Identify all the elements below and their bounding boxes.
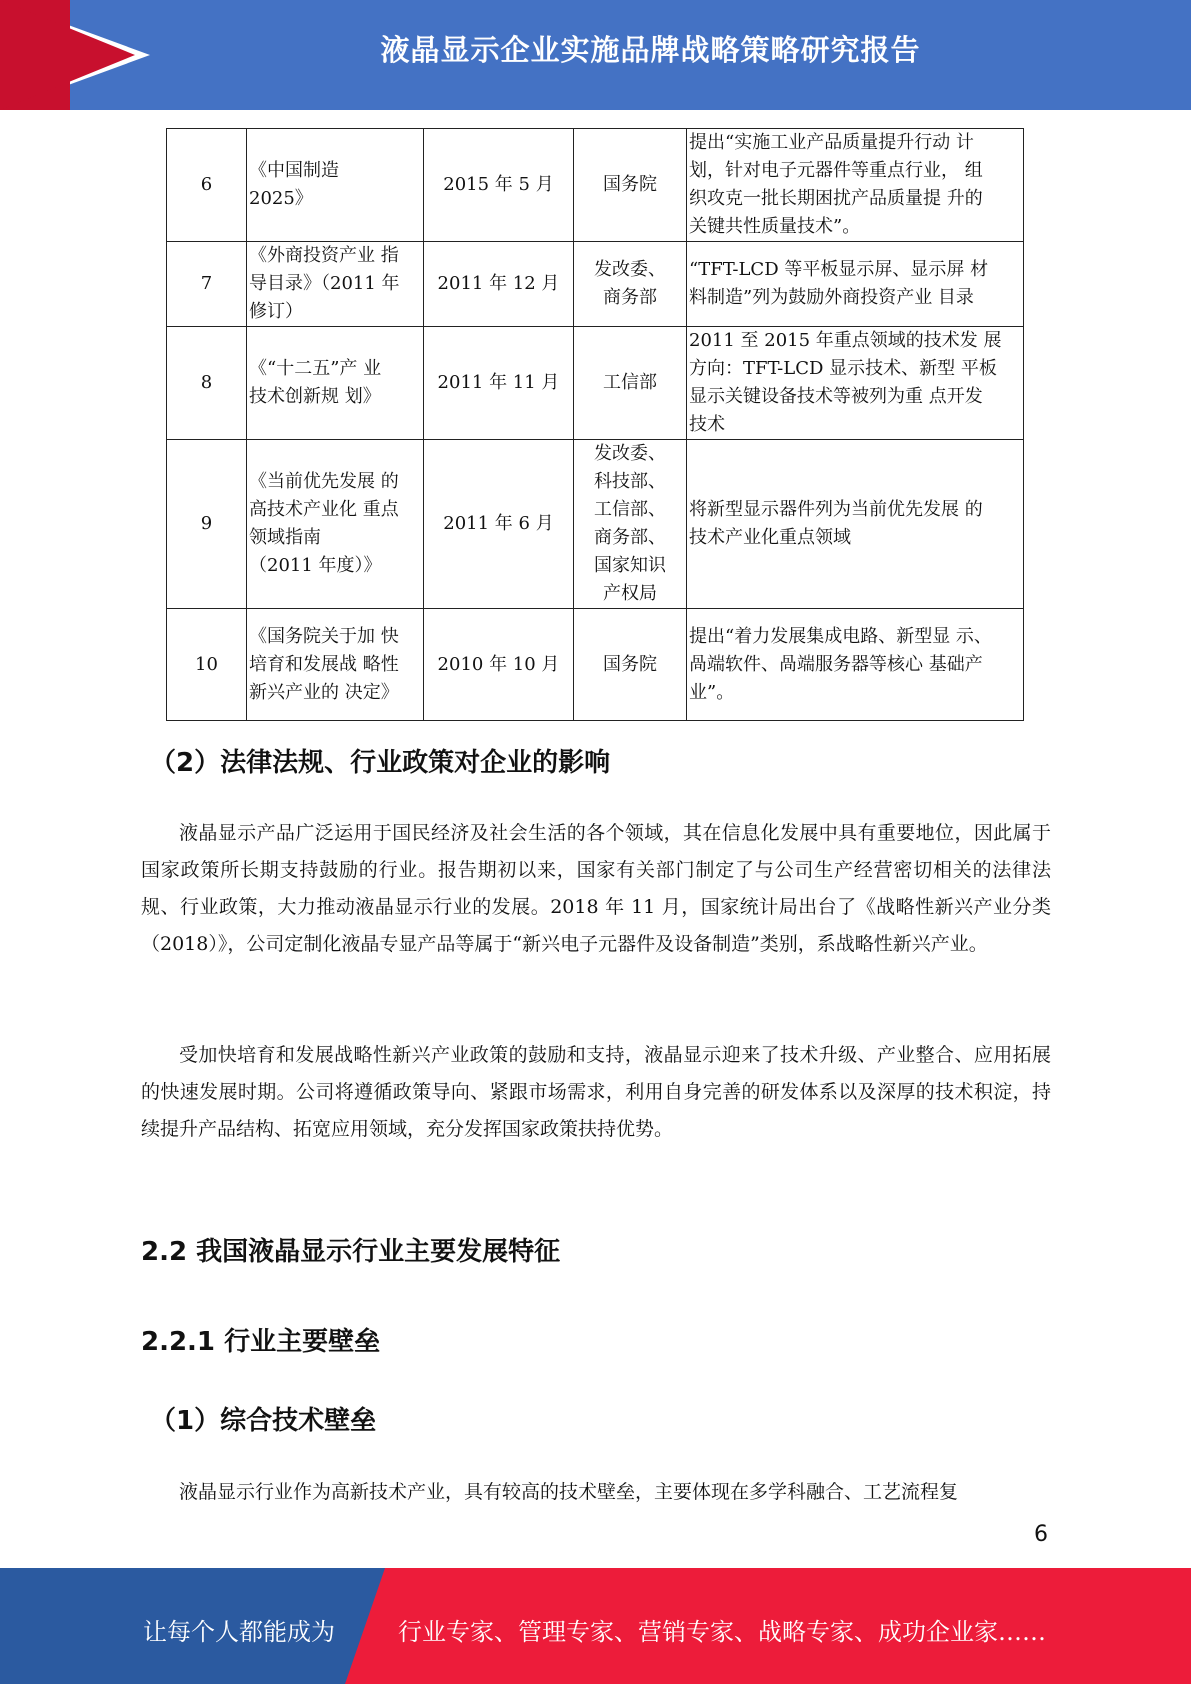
cell-description bbox=[687, 440, 1024, 609]
cell-date: 2011 年 11 月 bbox=[424, 327, 574, 440]
header-title: 液晶显示企业实施品牌战略策略研究报告 bbox=[380, 33, 921, 67]
cell-date: 2015 年 5 月 bbox=[424, 129, 574, 242]
table-row bbox=[167, 440, 1024, 609]
table-row bbox=[167, 242, 1024, 327]
table-row bbox=[167, 609, 1024, 721]
cell-description bbox=[687, 129, 1024, 242]
header-arrow-icon bbox=[0, 0, 135, 110]
table-row bbox=[167, 327, 1024, 440]
paragraph-tech-barrier: 液晶显示行业作为高新技术产业，具有较高的技术壁垒，主要体现在多学科融合、工艺流程复 bbox=[179, 1481, 959, 1503]
cell-issuer bbox=[574, 327, 687, 440]
cell-issuer-line: 产权局 bbox=[603, 583, 657, 604]
cell-policy-name bbox=[247, 327, 424, 440]
section-heading-law-impact: （2）法律法规、行业政策对企业的影响 bbox=[150, 748, 611, 778]
cell-policy-name-line: 培育和发展战 略性 bbox=[249, 653, 399, 675]
cell-policy-name-line: 《当前优先发展 的 bbox=[249, 471, 399, 492]
cell-description-line: 技术 bbox=[689, 414, 725, 435]
cell-policy-name-line: 《中国制造 bbox=[249, 160, 339, 181]
cell-issuer bbox=[574, 609, 687, 721]
cell-number: 7 bbox=[167, 242, 247, 327]
section-heading-2-2: 2.2 我国液晶显示行业主要发展特征 bbox=[141, 1237, 561, 1267]
cell-policy-name-line: 《国务院关于加 快 bbox=[249, 625, 399, 647]
cell-policy-name-line: 技术创新规 划》 bbox=[249, 386, 381, 407]
cell-description-line: 料制造”列为鼓励外商投资产业 目录 bbox=[689, 287, 974, 308]
cell-policy-name-line: 2025》 bbox=[249, 188, 313, 209]
cell-description-line: 显示关键设备技术等被列为重 点开发 bbox=[689, 386, 983, 407]
cell-policy-name bbox=[247, 242, 424, 327]
cell-policy-name-line: 导目录》（2011 年 bbox=[249, 273, 400, 294]
cell-issuer bbox=[574, 129, 687, 242]
cell-policy-name-line: 《外商投资产业 指 bbox=[249, 245, 399, 266]
page-header bbox=[0, 0, 1191, 110]
cell-description-line: 咼端软件、咼端服务器等核心 基础产 bbox=[689, 653, 983, 675]
cell-policy-name bbox=[247, 440, 424, 609]
cell-number: 6 bbox=[167, 129, 247, 242]
cell-issuer-line: 发改委、 bbox=[594, 443, 666, 464]
cell-description-line: 业”。 bbox=[689, 681, 735, 703]
cell-issuer-line: 国务院 bbox=[603, 653, 657, 675]
cell-issuer-line: 发改委、 bbox=[594, 259, 666, 280]
cell-description-line: 划，针对电子元器件等重点行业， 组 bbox=[689, 160, 983, 181]
cell-description bbox=[687, 242, 1024, 327]
cell-description bbox=[687, 327, 1024, 440]
cell-date: 2010 年 10 月 bbox=[424, 609, 574, 721]
cell-description-line: 技术产业化重点领域 bbox=[689, 527, 851, 548]
cell-issuer-line: 工信部 bbox=[603, 372, 657, 393]
cell-description-line: 将新型显示器件列为当前优先发展 的 bbox=[689, 499, 983, 520]
cell-number: 10 bbox=[167, 609, 247, 721]
cell-issuer-line: 商务部 bbox=[603, 287, 657, 308]
cell-description-line: 关键共性质量技术”。 bbox=[689, 216, 861, 237]
cell-number: 9 bbox=[167, 440, 247, 609]
footer-slogan-left: 让每个人都能成为 bbox=[143, 1618, 335, 1646]
cell-policy-name-line: 《“十二五”产 业 bbox=[249, 358, 382, 379]
page-footer bbox=[0, 1568, 1191, 1684]
footer-slogan-right: 行业专家、管理专家、营销专家、战略专家、成功企业家…… bbox=[398, 1618, 1046, 1646]
cell-description bbox=[687, 609, 1024, 721]
cell-issuer bbox=[574, 242, 687, 327]
paragraph-policy-support: 受加快培育和发展战略性新兴产业政策的鼓励和支持，液晶显示迎来了技术升级、产业整合、应用拓展的快速发展时期。公司将遵循政策导向、紧跟市场需求，利用自身完善的研发体系以及深厚的技术积淀，持续提升产品结构、拓宽应用领域，充分发挥国家政策扶持优势。 bbox=[141, 1044, 1051, 1140]
cell-issuer-line: 商务部、 bbox=[594, 527, 666, 548]
cell-issuer-line: 科技部、 bbox=[594, 471, 666, 492]
table-row bbox=[167, 129, 1024, 242]
cell-policy-name bbox=[247, 609, 424, 721]
cell-policy-name-line: 领域指南 bbox=[249, 527, 321, 548]
paragraph-law-impact: 液晶显示产品广泛运用于国民经济及社会生活的各个领域，其在信息化发展中具有重要地位，因此属于国家政策所长期支持鼓励的行业。报告期初以来，国家有关部门制定了与公司生产经营密切相关的法律法规、行业政策，大力推动液晶显示行业的发展。2018 年 11 月，国家统计局出台了《战略性新兴产业分类（2018）》，公司定制化液晶专显产品等属于“新兴电子元器件及设备制造”类别，系战略性新兴产业。 bbox=[141, 822, 1051, 955]
cell-date: 2011 年 6 月 bbox=[424, 440, 574, 609]
cell-issuer bbox=[574, 440, 687, 609]
cell-policy-name-line: 新兴产业的 决定》 bbox=[249, 681, 399, 703]
cell-issuer-line: 国务院 bbox=[603, 174, 657, 195]
cell-description-line: 2011 至 2015 年重点领域的技术发 展 bbox=[689, 330, 1002, 351]
page-number: 6 bbox=[1034, 1522, 1048, 1547]
cell-policy-name-line: （2011 年度）》 bbox=[249, 555, 382, 576]
cell-description-line: 提出“实施工业产品质量提升行动 计 bbox=[689, 132, 974, 153]
cell-description-line: 织攻克一批长期困扰产品质量提 升的 bbox=[689, 188, 983, 209]
cell-description-line: 提出“着力发展集成电路、新型显 示、 bbox=[689, 625, 992, 647]
cell-issuer-line: 国家知识 bbox=[594, 555, 666, 576]
cell-description-line: 方向：TFT-LCD 显示技术、新型 平板 bbox=[689, 358, 997, 379]
cell-description-line: “TFT-LCD 等平板显示屏、显示屏 材 bbox=[689, 259, 989, 280]
section-heading-2-2-1: 2.2.1 行业主要壁垒 bbox=[141, 1327, 381, 1357]
cell-number: 8 bbox=[167, 327, 247, 440]
cell-policy-name bbox=[247, 129, 424, 242]
cell-issuer-line: 工信部、 bbox=[594, 499, 666, 520]
section-heading-tech-barrier: （1）综合技术壁垒 bbox=[150, 1406, 377, 1436]
policy-table bbox=[166, 128, 1024, 721]
cell-policy-name-line: 修订） bbox=[249, 301, 303, 322]
cell-policy-name-line: 高技术产业化 重点 bbox=[249, 499, 399, 520]
cell-date: 2011 年 12 月 bbox=[424, 242, 574, 327]
